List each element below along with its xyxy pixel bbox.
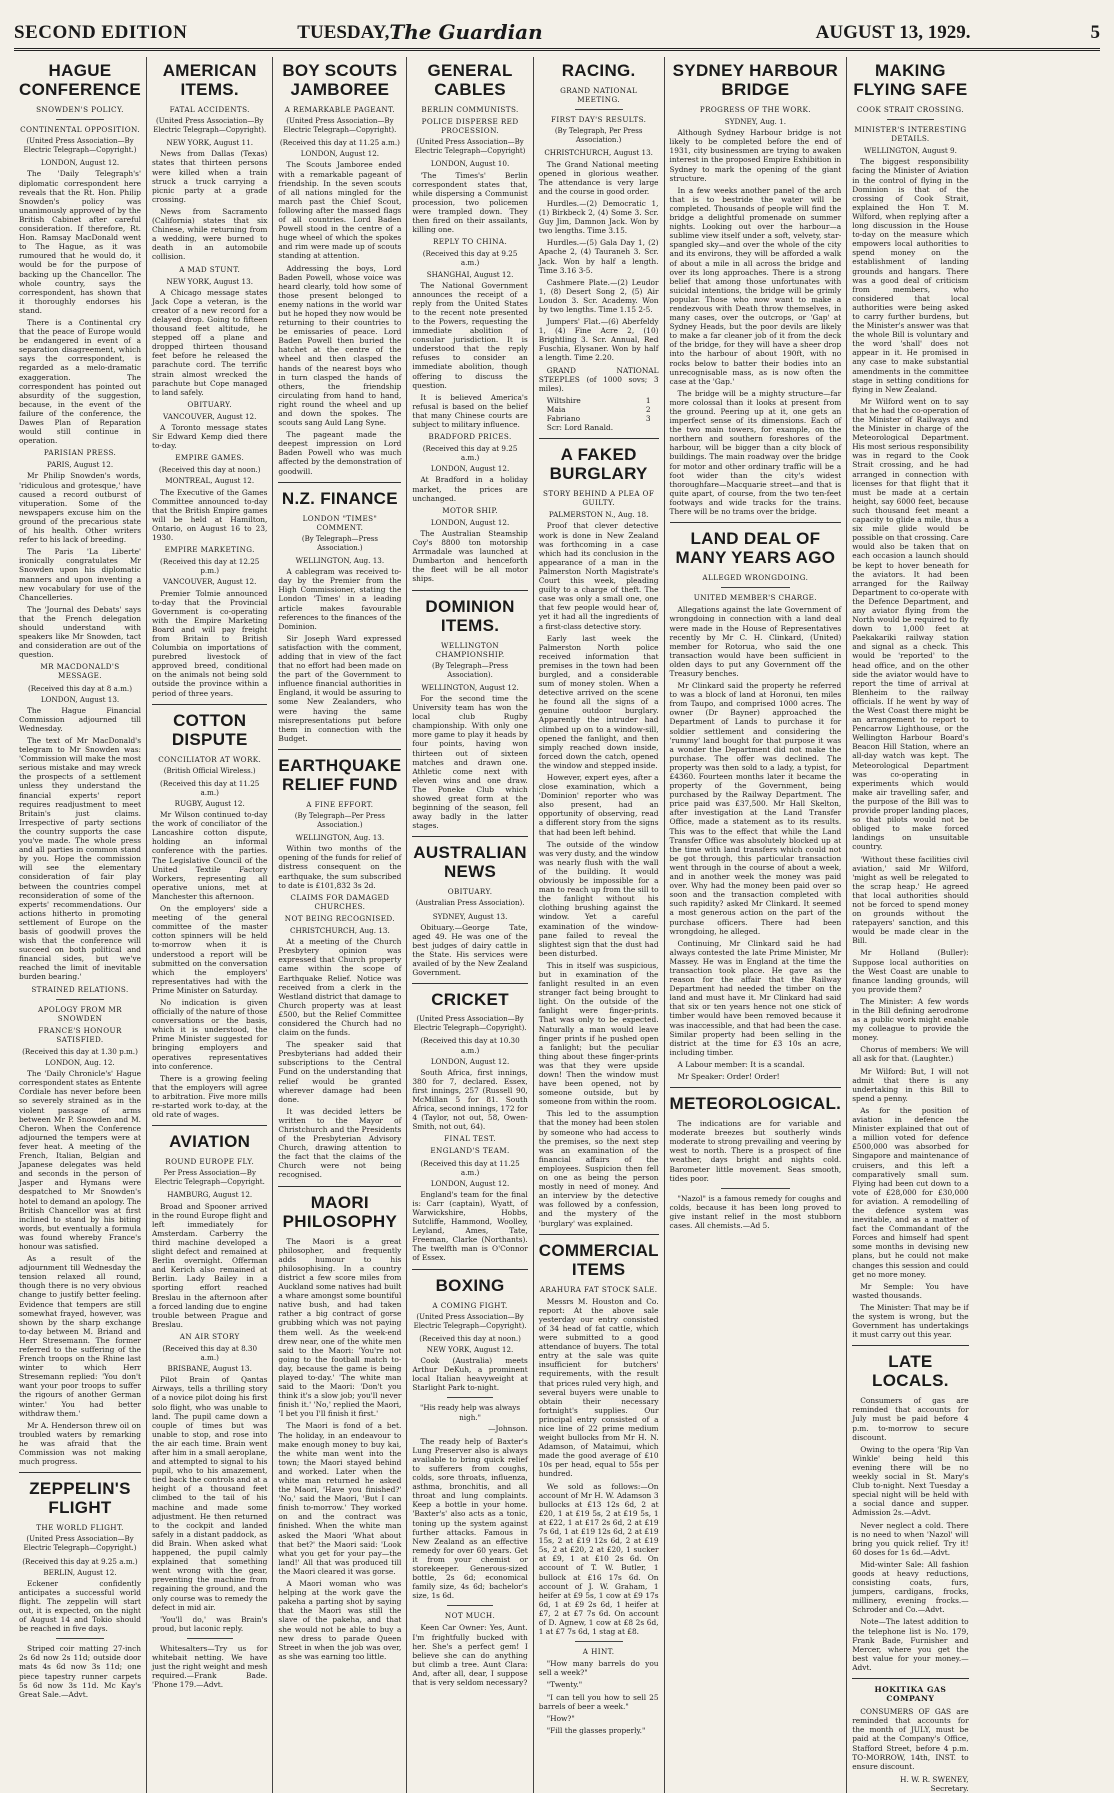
headline-commercial: COMMERCIAL ITEMS	[538, 1240, 659, 1279]
article-land-deal	[670, 529, 842, 1081]
article-harbour-bridge	[670, 61, 842, 516]
paragraph: Mr Holland (Buller): Suppose local authorities on the West Coast are unable to finance landing grounds, will you provide them?	[852, 948, 969, 994]
paragraph: Mr Wilson continued to-day the work of conciliator of the Lancashire cotton dispute, holding an informal conference with the parties. The Legislative Council of the United Textile Factory Workers, representing all operative unions, met at Manchester this afternoon.	[152, 810, 268, 901]
article-racing	[539, 61, 659, 432]
subhead: FATAL ACCIDENTS.	[169, 105, 250, 114]
paragraph: The Executive of the Games Committee announced to-day that the British Empire games will be held at Hamilton, Ontario, on August 16 to 23, 1930.	[152, 487, 268, 543]
dateline: SYDNEY, Aug. 1.	[724, 117, 786, 127]
article-meteorological	[670, 1094, 842, 1230]
paragraph: Mr Speaker: Order! Order!	[677, 1072, 780, 1081]
dateline: SHANGHAI, August 12.	[426, 269, 514, 279]
subhead: GRAND NATIONAL MEETING.	[560, 86, 638, 105]
subhead: EMPIRE GAMES.	[175, 453, 245, 463]
paragraph: "How many barrels do you sell a week?"	[538, 1659, 659, 1678]
subhead: OBITUARY.	[187, 399, 233, 409]
advert-quote: "His ready help was always nigh."	[420, 1403, 521, 1422]
article-flying-safe	[852, 61, 968, 1339]
paragraph: The Paris 'La Liberte' ironically congratulates Mr Snowden upon his diplomatic manners and upon inventing a new vocabulary for use of the Chancelleries.	[19, 547, 142, 602]
paragraph: There is a growing feeling that the employers will agree to arbitration. Five more mills re-started work to-day, at the old rate of wages.	[152, 1073, 268, 1120]
newspaper-title: The Guardian	[389, 20, 543, 44]
paragraph: Continuing, Mr Clinkard said he had always contested the late Prime Minister, Mr Massey. He was in England at the time the transaction took place. He gave as the reason for the affair that the Railway Department had needed the timber on the land and must have it. Mr Clinkard had said that six or ten years hence not one stick of timber would have been removed because it was inaccessible, and that had been the case. Similar property had been selling in the district at the time for £3 10s an acre, including timber.	[669, 938, 842, 1057]
paragraph: The Hague Financial Commission adjourned till Wednesday.	[19, 705, 142, 733]
paragraph: Chorus of members: We will all ask for that. (Laughter.)	[852, 1045, 969, 1064]
dateline: WELLINGTON, Aug. 13.	[295, 556, 385, 566]
paragraph: The indications are for variable and moderate breezes but southerly winds moderate to strong prevailing and veering by west to north. There is a prospect of fine weather, days bright and nights cold. Barometer little movement. Seas smooth, tides poor.	[669, 1119, 842, 1183]
dateline: LONDON, August 10.	[430, 159, 510, 169]
headline-zeppelin: ZEPPELIN'S FLIGHT	[29, 1479, 131, 1518]
paragraph: GRAND NATIONAL STEEPLES (of 1000 sovs; 3 miles).	[538, 365, 659, 393]
subhead: STORY BEHIND A PLEA OF GUILTY.	[543, 489, 655, 508]
paragraph: Owing to the opera 'Rip Van Winkle' being held this evening there will be no weekly social in St. Mary's Club to-night. Next Tuesday a special night will be held with a social dance and supper. Admission 2s.—Advt.	[852, 1444, 969, 1518]
dateline: LONDON, Aug. 12.	[45, 1058, 115, 1068]
paragraph: A cablegram was received to-day by the Premier from the High Commissioner, stating the London 'Times' in a leading article makes favourable references to the finances of the Dominion.	[278, 567, 402, 631]
paragraph: The pageant made the deepest impression on Lord Baden Powell who was much affected by the demonstration of goodwill.	[278, 430, 402, 476]
paragraph: At Bradford in a holiday market, the prices are unchanged.	[412, 475, 528, 503]
paragraph: Mr Philip Snowden's words, 'ridiculous and grotesque,' have caused a record outburst of vituperation. Some of the newspapers excuse him on the ground of the precarious state of his health. Other writers refer to his lack of breeding.	[19, 471, 142, 545]
subhead: FINAL TEST.	[444, 1134, 496, 1144]
paragraph: Early last week the Palmerston North police received information that premises in the town had been burgled, and a considerable sum of money stolen. When a detective arrived on the scene he found all the signs of a genuine outdoor burglary. Apparently the intruder had climbed up on to a window-sill, opened the fanlight, and then simply reached down inside, forced down the catch, opened the window and stepped inside.	[538, 633, 659, 770]
paragraph: This in itself was suspicious, but in examination of the fanlight resulted in an even stranger fact being brought to light. On the outside of the fanlight were finger-prints. That was only to be expected. Naturally a man would leave finger prints if he pushed open a fanlight; but the peculiar thing about these finger-prints was that they were upside down! Then the window must have been opened, not by someone outside, but by someone from within the room.	[538, 960, 659, 1107]
article-commercial	[539, 1241, 659, 1735]
notice-signature-title: Secretary.	[930, 1783, 969, 1793]
subhead: ROUND EUROPE FLY.	[165, 1157, 255, 1167]
dateline: SYDNEY, August 13.	[432, 911, 508, 921]
paragraph: However, expert eyes, after a close examination, which a 'Dominion' reporter who was also present, had an opportunity of observing, read a different story from the signs that had been left behind.	[538, 773, 659, 837]
credit: (United Press Association—By Electric Telegraph—Copyright).	[153, 117, 267, 135]
paragraph: Consumers of gas are reminded that accounts for July must be paid before 4 p.m. to-morrow to secure discount.	[852, 1396, 969, 1442]
paragraph: Note—The latest addition to the telephone list is No. 179, Frank Bade, Furnisher and Mercer, where you get the best value for your money.—Advt.	[852, 1617, 969, 1672]
paragraph: On the employers' side a meeting of the general committee of the master cotton spinners will be held to-morrow when it is understood a report will be submitted on the conversation which the employers' representatives had with the Prime Minister on Saturday.	[152, 904, 268, 995]
paragraph: 'You'll do,' was Brain's proud, but laconic reply.	[152, 1614, 268, 1633]
subhead: WELLINGTON CHAMPIONSHIP.	[435, 640, 505, 659]
advertisement: The ready help of Baxter's Lung Preserver also is always available to bring quick relief to sufferers from coughs, colds, sore throats, influenza, asthma, bronchitis, and all throat and lung complaints. Keep a bottle in your home. 'Baxter's' also acts as a tonic, toning up the system against further attacks. Famous in New Zealand as an effective remedy for over 60 years. Get it from your chemist or storekeeper. Generous-sized bottle, 2s 6d; economical family size, 4s 6d; bachelor's size, 1s 6d.	[412, 1436, 528, 1601]
paragraph: Scr: Lord Ranald.	[546, 423, 614, 433]
paragraph: "I can tell you how to sell 25 barrels of beer a week."	[538, 1692, 659, 1711]
dateline: LONDON, August 12.	[40, 158, 120, 168]
received-time: (Received this day at 11.25 a.m.)	[420, 1158, 520, 1177]
paragraph: The Grand National meeting opened in glorious weather. The attendance is very large and the course in good order.	[538, 159, 659, 196]
paragraph: Although Sydney Harbour bridge is not likely to be completed before the end of 1931, city businessmen are trying to awaken interest in the proposed Empire Exhibition in Sydney to mark the opening of the giant structure.	[669, 128, 842, 183]
paragraph: There is a Continental cry that the peace of Europe would be endangered in event of a separation disagreement, which says the correspondent, is regarded as a melo-dramatic exaggeration. The correspondent has pointed out absurdity of the suggestion, because, in the event of the failure of the conference, the Dawes Plan of Reparation would still continue in operation.	[19, 317, 142, 446]
headline-nz-finance: N.Z. FINANCE	[281, 488, 398, 508]
paragraph: Cook (Australia) meets Arthur DeKuh, a prominent local Italian heavyweight at Starlight Park to-night.	[412, 1356, 528, 1393]
paragraph: The Scouts Jamboree ended with a remarkable pageant of friendship. In the seven scouts of all nations mingled for the march past the Chief Scout, following after the massed flags of all countries. Lord Baden Powell stood in the centre of a huge wheel of which the spokes and rim were made up of scouts standing at attention.	[278, 160, 402, 261]
advert-quote-author: —Johnson.	[488, 1423, 528, 1433]
paragraph: England's team for the final is: Carr (captain), Wyatt, of Warwickshire, Hobbs, Sutcliffe, Hammond, Woolley, Leyland, Ames, Tate, Freeman, Clarke (Northants). The twelfth man is O'Connor of Essex.	[412, 1189, 528, 1263]
edition-label: SECOND EDITION	[14, 22, 188, 43]
dateline: LONDON, August 13.	[40, 694, 120, 704]
headline-scouts: BOY SCOUTS JAMBOREE	[282, 61, 398, 99]
headline-cricket: CRICKET	[431, 990, 509, 1010]
article-hague	[19, 61, 141, 1466]
masthead	[14, 18, 1100, 51]
paragraph: Premier Tolmie announced to-day that the Provincial Government is co-operating with the Empire Marketing Board and will pay freight from Britain to British Columbia on importations of purebred livestock of approved breed, conditional on the animals not being sold outside the province within a period of three years.	[152, 588, 268, 698]
headline-flying-safe: MAKING FLYING SAFE	[853, 61, 968, 99]
received-time: (Received this day at noon.)	[419, 1333, 521, 1343]
paragraph: Obituary.—George Tate, aged 49. He was one of the best judges of dairy cattle in the State. His services were availed of by the New Zealand Government.	[412, 922, 528, 978]
paragraph: News from Dallas (Texas) states that thirteen persons were killed when a train struck a truck carrying a picnic party at a grade crossing.	[152, 149, 268, 204]
paragraph: It was decided letters be written to the Mayor of Christchurch and the Presidents of the Presbyterian Advisory Church, drawing attention to the fact that the claims of the Church were not being recognised.	[278, 1106, 402, 1180]
result-row: Maia 2	[546, 404, 651, 414]
paragraph: Allegations against the late Government of wrongdoing in connection with a land deal were made in the House of Representatives recently by Mr C. H. Clinkard, (United) member for Rotorua, who said the one transaction would have been sufficient in olden days to put any Government off the Treasury benches.	[669, 605, 842, 678]
headline-cotton: COTTON DISPUTE	[171, 710, 248, 749]
notice-text: CONSUMERS OF GAS are reminded that accounts for the month of JULY, must be paid at the Company's Office, Stafford Street, before 4 p.m. TO-MORROW, 14th, INST. to ensure discount.	[852, 1707, 969, 1771]
dateline: LONDON, August 12.	[430, 1178, 510, 1188]
subhead: FIRST DAY'S RESULTS.	[550, 115, 647, 125]
paragraph: The Minister: That may be if the system is wrong, but the Government has undertakings it must carry out this year.	[852, 1302, 969, 1340]
paragraph: The Maori is a great philosopher, and frequently adds humour to his philosophising. In a country district a few score miles from Auckland some natives had built a whare amongst some bountiful native bush, and had taken rather a big contract of gorse grubbing which was not paying them well. As the week-end drew near, one of the white men said to the Maori: 'You're not going to the football match to-day, because the game is being played to-day.' 'The white man said to the Maori: 'Don't you think it's a slow job; you'll never finish it.' 'No,' replied the Maori, 'I bet you I'll finish it first.'	[278, 1236, 402, 1419]
subhead: FRANCE'S HONOUR SATISFIED.	[38, 1025, 122, 1044]
subhead: CLAIMS FOR DAMAGED CHURCHES.	[290, 892, 390, 911]
article-dominion	[412, 597, 527, 831]
dateline: WELLINGTON, August 12.	[421, 682, 519, 692]
subhead: MOTOR SHIP.	[442, 505, 498, 515]
notice-signature: H. W. R. SWENEY,	[900, 1774, 969, 1784]
dateline: VANCOUVER, August 12.	[163, 411, 257, 421]
subhead: SNOWDEN'S POLICY.	[36, 105, 124, 114]
headline-general-cables: GENERAL CABLES	[427, 61, 513, 99]
subhead: A MAD STUNT.	[179, 264, 241, 274]
article-maori	[278, 1193, 401, 1661]
paragraph: Mr A. Henderson threw oil on troubled waters by remarking he was afraid that the Commission was not making much progress.	[19, 1420, 142, 1467]
dateline: CHRISTCHURCH, August 13.	[544, 148, 653, 158]
paragraph: The bridge will be a mighty structure—far more colossal than it looks at present from the ground. Peering up at it, one gets an imperfect sense of its dimensions. Each of the two main towers, for example, on the northern and southern foreshores of the harbour, will be bigger than a city block of buildings. The main roadway over the bridge for motor and other ordinary traffic will be a foot wider than the city's widest thoroughfare—Macquarie street—and that is quite apart, of course, from the two ten-feet footways and wide tracks for the trains. There will be no trams over the bridge.	[669, 388, 842, 517]
dateline: CHRISTCHURCH, Aug. 13.	[290, 926, 390, 936]
subhead: A FINE EFFORT.	[306, 799, 374, 809]
paragraph: News from Sacramento (California) states that six Chinese, while returning from a wedding, were burned to death in an automobile collision.	[152, 206, 268, 262]
headline-earthquake: EARTHQUAKE RELIEF FUND	[278, 755, 402, 794]
credit: (British Official Wireless.)	[163, 766, 256, 775]
paragraph: Proof that clever detective work is done in New Zealand was forthcoming in a case which had its conclusion in the appearance of a man in the Palmerston North Magistrate's Court this week, pleading guilty to a charge of theft. The case was only a small one, one that few people would hear of, yet it had all the ingredients of a first-class detective story.	[538, 521, 659, 631]
subhead: BERLIN COMMUNISTS.	[421, 105, 519, 114]
dateline: PALMERSTON N., Aug. 18.	[548, 510, 649, 520]
received-time: (Received this day at 9.25 a.m.)	[422, 249, 518, 268]
article-scouts	[278, 61, 401, 476]
paragraph: Broad and Spooner arrived in the round Europe flight and left immediately for Amsterdam. Carberry the third machine developed a slight defect and remained at Berlin overnight. Offerman and Kerich also remained at Berlin. Lady Bailey in a sporting effort reached Breslau in the afternoon after a forced landing due to engine trouble between Prague and Breslau.	[152, 1201, 268, 1329]
paragraph: "Twenty."	[546, 1680, 583, 1690]
paragraph: Never neglect a cold. There is no need to when 'Nazol' will bring you quick relief. Try it! 60 doses for 1s 6d.—Advt.	[852, 1520, 969, 1557]
paragraph: Cashmere Plate.—(2) Leudor 1, (8) Desert Song 2, (5) Air Loudon 3. Scr. Academy. Won by two lengths. Time 1.15 2-5.	[538, 277, 659, 314]
columns	[14, 57, 1100, 1793]
result-row: Fabriano 3	[546, 414, 651, 423]
subhead: CONCILIATOR AT WORK.	[158, 754, 262, 764]
headline-late-locals: LATE LOCALS.	[872, 1352, 949, 1391]
column-6	[665, 57, 848, 1793]
paragraph: The text of Mr MacDonald's telegram to Mr Snowden was: 'Commission will make the most serious mistake and may wreck the prospects of a settlement unless they understand the financial experts' report requires readjustment to meet Britain's just claims. Irrespective of party sections the country supports the case you've made. The whole press and all parties in common stand by you. Hope the commission will see the elementary consideration of fair play between the countries compel reconsideration of some of the experts' recommendations. Our actions hitherto in promoting settlement of Europe on the basis of goodwill proves the wish that the conference will succeed on both political and financial sides, but we've reached the limit of inevitable burden bearing.'	[19, 736, 142, 982]
paragraph: The Australian Steamship Coy's 8800 ton motorship Arrmadale was launched at Dumbarton and henceforth the fleet will be all motor ships.	[412, 528, 528, 584]
received-time: (Received this day at 9.25 a.m.)	[22, 1556, 138, 1566]
column-3	[273, 57, 407, 1793]
paragraph: Mr Clinkard said the property he referred to was a block of land at Horonui, ten miles from Taupo, and comprised 1000 acres. The owner (Dr Bayner) approached the Department of Lands to purchase it for soldier settlement and considering the 'rummy' land bought for that purpose it was a wonder the Department did not make the purchase. The offer was declined. The property was then sold to a lady, a typist, for £4360. Fourteen months later it became the property of the Government, being purchased by the Railway Department. The price paid was £37,500. Mr Hall Skelton, after investigation at the Land Transfer Office, made a statement as to its results. This was to the effect that while the Land Transfer Office was absolutely blocked up at the time with land transfers which could not be got through, this particular transaction went through in the course of about a week, and in another week the money was paid over. Why had the money been paid over so soon and the transaction completed with such rapidity? asked Mr Clinkard. It seemed a most generous action on the part of the purchase officers. There had been wrongdoing, he alleged.	[669, 681, 842, 936]
subhead: NOT BEING RECOGNISED.	[284, 913, 395, 923]
headline-american: AMERICAN ITEMS.	[162, 61, 257, 99]
subhead: POLICE DISPERSE RED PROCESSION.	[421, 117, 519, 136]
article-cricket	[412, 990, 527, 1262]
dateline: LONDON, August 12.	[430, 464, 510, 474]
subhead: THE WORLD FLIGHT.	[36, 1523, 124, 1533]
paragraph: The 'Journal des Debats' says that the French delegation should understand with speakers like Mr Snowden, tact and consideration are out of the question.	[19, 604, 142, 660]
paragraph: As for the position of aviation in defence the Minister explained that out of a million voted for defence £500,000 was absorbed for Singapore and maintenance of cruisers, and this left a comparatively small sum. Flying had been cut down to a vote of £28,000 for £30,000 for aviation. A remodelling of the defence system was inevitable, and as a matter of fact the Commandant of the Forces and himself had spent some months in devising new plans, but he could not make changes this session and could get no more money.	[852, 1105, 969, 1279]
subhead: BRADFORD PRICES.	[428, 432, 512, 442]
received-time: (Received this day at 11.25 a.m.)	[279, 138, 400, 148]
subhead: STRAINED RELATIONS.	[31, 984, 129, 994]
paragraph: The Minister: A few words in the Bill defining aerodrome as a public work might enable my colleague to provide the money.	[852, 996, 969, 1043]
dateline: WELLINGTON, August 9.	[863, 146, 957, 156]
paragraph: For the second time the University team has won the local club Rugby championship. With only one more game to play it heads by four points, having won thirteen out of sixteen matches and drawn one. Athletic come next with eleven wins and one draw. The Poneke Club which showed great form at the beginning of the season, fell away badly in the latter stages.	[412, 693, 528, 831]
paragraph: Addressing the boys, Lord Baden Powell, whose voice was heard clearly, told how some of those present belonged to enemy nations in the world war but he hoped they now would be returning to their countries to be emissaries of peace. Lord Baden Powell then buried the hatchet at the centre of the wheel and then clasped the hands of the nearest boys who in turn clasped the hands of others, the friendship circulating from hand to hand, right round the wheel and up and down the spokes. The scouts sang Auld Lang Syne.	[278, 263, 402, 428]
headline-burglary: A FAKED BURGLARY	[549, 445, 648, 484]
advertisement: Striped coir matting 27-inch 2s 6d now 2s 11d; outside door mats 4s 6d now 3s 11d; one piece tapestry runner carpets 5s 6d now 3s 11d. Mc Kay's Great Sale.—Advt.	[19, 1644, 142, 1699]
dateline: RUGBY, August 12.	[174, 799, 245, 808]
paragraph: Sir Joseph Ward expressed satisfaction with the comment, adding that in view of the fact that no effort had been made on the part of the Government to influence financial authorities in England, it would be assuring to some New Zealanders, who were having the same misrepresentations put before them in connection with the Budget.	[278, 633, 402, 743]
paragraph: Keen Car Owner: Yes, Aunt. I'm frightfully bucked with her. She's a perfect gem! I believe she can do anything but climb a tree. Aunt Clara: And, after all, dear, I suppose that is very seldom necessary?	[412, 1623, 528, 1688]
dateline: PARIS, August 12.	[46, 460, 114, 470]
article-boxing	[412, 1276, 527, 1688]
received-time: (Received this day at 11.25 a.m.)	[160, 778, 260, 797]
headline-boxing: BOXING	[435, 1275, 505, 1295]
paragraph: As a result of the adjournment till Wednesday the tension relaxed all round, though there is no very obvious change to justify better feeling. Evidence that tempers are still somewhat frayed, however, was shown by the sharp exchange to-day between M. Briand and Herr Stresemann. The former referred to the suffering of the French troops on the Rhine last winter to which Herr Stresemann replied: 'You don't want your poor troops to suffer the rigours of another German winter.' You had better withdraw them.'	[19, 1254, 142, 1418]
subhead: COOK STRAIT CROSSING.	[856, 105, 964, 114]
received-time: (Received this day at 1.30 p.m.)	[22, 1047, 138, 1056]
received-time: (Received this day at 8 a.m.)	[27, 683, 133, 693]
dateline: LONDON, August 12.	[430, 1056, 510, 1066]
headline-land-deal: LAND DEAL OF MANY YEARS AGO	[675, 529, 836, 568]
credit: Per Press Association—By Electric Telegraph—Copyright.	[154, 1169, 265, 1187]
paragraph: Eckener confidently anticipates a successful world flight. The zeppelin will start out, it is expected, on the night of August 14 and Tokio should be reached in five days.	[19, 1578, 142, 1634]
headline-australian: AUSTRALIAN NEWS	[413, 843, 527, 882]
received-time: (Received this day at 10.30 a.m.)	[420, 1036, 520, 1055]
received-time: (Received this day at 12.25 p.m.)	[160, 557, 260, 576]
article-american	[152, 61, 267, 698]
paragraph: Jumpers' Flat.—(6) Aberfeldy 1, (4) Fine Acre 2, (10) Brightling 3. Scr. Annual, Red Fuschia, Elysaner. Won by half a length. Time 2.20.	[538, 317, 659, 363]
article-general-cables	[412, 61, 527, 584]
column-2	[147, 57, 273, 1793]
subhead: UNITED MEMBER'S CHARGE.	[693, 593, 817, 603]
received-time: (Received this day at 8.30 a.m.)	[162, 1343, 258, 1363]
subhead: EMPIRE MARKETING.	[164, 545, 255, 555]
subhead: ENGLAND'S TEAM.	[430, 1146, 510, 1156]
subhead: A REMARKABLE PAGEANT.	[284, 105, 395, 114]
credit: (Australian Press Association).	[415, 899, 525, 908]
paragraph: 'Without these facilities civil aviation,' said Mr Wilford, 'might as well be relegated to the scrap heap.' He agreed that local authorities should not be forced to spend money on grounds without the ratepayers' sanction, and this would be made clear in the Bill.	[852, 854, 969, 946]
paragraph: It is believed America's refusal is based on the belief that many Chinese courts are subject to military influence.	[412, 392, 528, 429]
subhead: MR MACDONALD'S MESSAGE.	[40, 662, 120, 681]
dateline: NEW YORK, August 12.	[426, 1344, 514, 1354]
subhead: REPLY TO CHINA.	[432, 237, 508, 247]
credit: (United Press Association—By Electric Telegraph—Copyright.)	[23, 1535, 137, 1553]
column-5	[534, 57, 665, 1793]
paragraph: Mid-winter Sale: All fashion goods at heavy reductions, consisting coats, furs, jumpers, cardigans, frocks, millinery, evening frocks.—Schroder and Co.—Advt.	[852, 1559, 969, 1615]
dateline: HAMBURG, August 12.	[167, 1190, 253, 1200]
article-australian	[412, 843, 527, 977]
paragraph: The 'Daily Telegraph's' diplomatic correspondent here reveals that the Rt. Hon. Philip Snowden's policy was unanimously approved of by the British Cabinet after careful consideration. If therefore, Rt. Hon. Ramsay MacDonald went to The Hague, as it was rumoured that he would do, it would be for the purpose of backing up the Chancellor. The whole country, says the correspondent, has shown that it thoroughly endorses his stand.	[19, 169, 142, 315]
paragraph: Mr Wilford went on to say that he had the co-operation of the Minister of Railways and the Minister in charge of the Meteorological Department. His most serious responsibility was in regard to the Cook Strait crossing, and he had arranged in connection with licenses for that flight that it must be made at a certain height, say 6000 feet, because such thousand feet meant a capacity to glide a mile, thus a six mile glide would be possible on that crossing. Care would also be taken that on each occasion a launch should be kept to hover beneath for the aviators. It had been arranged for the Railway Department to co-operate with the Defence Department, and any aviator flying from the North would be required to fly down to 1,000 feet at Paekakariki railway station and signal as a check. This would be 'reported' to the head office, and on the other side the aviator would have to report the time of arrival at Blenheim to the railway officials. If he went by way of the West Coast there might be an arrangement to report to Pencarrow Lighthouse, or the Wellington Harbour Board's Beacon Hill Station, where an all-day watch was kept. The Meteorological Department was co-operating in experiments which would make air travelling safer, and the purpose of the Bill was to provide proper landing places, so that pilots would not be obliged to make forced landings on unsuitable country.	[852, 396, 969, 852]
notice-heading: HOKITIKA GAS COMPANY	[874, 1685, 947, 1704]
paragraph: Messrs M. Houston and Co. report: At the above sale yesterday our entry consisted of 34 head of fat cattle, which were submitted to a good attendance of buyers. The total entry at the sale was quite insufficient for butchers' requirements, with the result that prices ruled very high, and several buyers were unable to obtain their necessary fortnight's supplies. Our principal entry consisted of a nice line of 22 prime medium weight bullocks from Mr H. N. Adamson, of Mataimui, which made the good average of £10 10s per head, equal to 55s per hundred.	[538, 1296, 659, 1479]
paragraph: "How?"	[546, 1713, 575, 1723]
dateline: WELLINGTON, Aug. 13.	[295, 833, 385, 843]
headline-hague: HAGUE CONFERENCE	[19, 61, 142, 99]
paragraph: At a meeting of the Church Presbytery opinion was expressed that Church property came within the scope of Earthquake Relief. Notice was received from a clerk in the Westland district that damage to Church property was at least £500, but the Relief Committee considered the Church had no claim on the funds.	[278, 937, 402, 1038]
subhead: ARAHURA FAT STOCK SALE.	[539, 1284, 658, 1294]
credit: (United Press Association—By Electric Telegraph—Copyright.)	[23, 137, 137, 155]
paragraph: A Maori woman who was helping at the work gave the pakeha a parting shot by saying that the Maori was still the slave of the pakeha, and that she would not be able to buy a new dress to parade Queen Street in when the job was over, as she was earning too little.	[278, 1579, 402, 1661]
paragraph: In a few weeks another panel of the arch that is to bestride the water will be completed. Thousands of people will find the bridge a delightful promenade on summer nights. Looking out over the harbour—a sublime view itself under a soft, velvety, star-spangled sky—and over the whole of the city and its environs, they will be afforded a walk of about a mile in all across the bridge and over its long approaches. There is a strong belief that among those unfortunates with suicidal intentions, the bridge will be grimly popular. Those who now want to make a rendezvous with Death throw themselves, in many cases, over the outcrops, or 'Gap' at Sydney Heads, but the poor devils are likely to make a far cleaner job of it from the deck of the bridge, for they will have a sheer drop into the harbour of about 190ft, with no rocks below to batter their bodies into an unrecognisable mass, as is now often the case at the 'Gap.'	[669, 185, 842, 386]
dateline: LONDON, August 12.	[430, 517, 510, 527]
subhead: MINISTER'S INTERESTING DETAILS.	[854, 125, 967, 144]
credit: (By Telegraph—Per Press Association.)	[294, 812, 385, 830]
paragraph: 'The Times's' Berlin correspondent states that, while dispersing a Communist procession, two policemen were trampled down. They then fired on their assailants, killing one.	[412, 170, 528, 235]
subhead: CONTINENTAL OPPOSITION.	[20, 125, 140, 135]
headline-racing: RACING.	[561, 61, 636, 80]
credit: (By Telegraph—Press Association.)	[301, 534, 378, 552]
article-burglary	[539, 445, 659, 1227]
paragraph: A Labour member: It is a scandal.	[677, 1059, 805, 1069]
received-time: (Received this day at noon.)	[158, 465, 261, 475]
headline-maori: MAORI PHILOSOPHY	[282, 1192, 398, 1231]
paragraph: The National Government announces the receipt of a reply from the United States to the recent note presented to the Powers, requesting the immediate abolition of consular jurisdiction. It is understood that the reply refuses to consider an immediate abolition, though offering to discuss the question.	[412, 280, 528, 390]
subhead: NOT MUCH.	[444, 1611, 496, 1621]
paragraph: South Africa, first innings, 380 for 7, declared. Essex, first innings, 257 (Russell 90, McMillan 5 for 81. South Africa, second innings, 172 for 4 (Taylor, not out, 58, Owen-Smith, not out, 64).	[412, 1067, 528, 1132]
paragraph: Hurdles.—(5) Gala Day 1, (2) Apache 2, (4) Tauraneh 3. Scr. Jack. Won by half a length. Time 3.16 3-5.	[538, 238, 659, 275]
headline-meteorological: METEOROLOGICAL.	[669, 1094, 842, 1114]
credit: (By Telegraph, Per Press Association.)	[554, 127, 643, 145]
article-nz-finance	[278, 489, 401, 743]
dateline: BERLIN, August 12.	[43, 1567, 117, 1577]
dateline: MONTREAL, August 12.	[165, 476, 255, 486]
article-aviation	[152, 1132, 267, 1689]
headline-aviation: AVIATION	[169, 1132, 251, 1152]
paragraph: Pilot Brain of Qantas Airways, tells a thrilling story of a novice pilot doing his first solo flight, who was unable to land. The pupil came down a couple of times but was unable to stop, and rose into the air each time. Brain went after him in a small aeroplane, and attempted to signal to his pupil, who to his amazement, tied back the controls and at a height of a thousand feet climbed to the tail of his machine and made some adjustment. He then returned to the cockpit and landed safely in a distant paddock, as did Brain. When asked what happened, the pupil calmly explained that something went wrong with the gear, preventing the machine from regaining the ground, and the only course was to remedy the defect in mid air.	[152, 1375, 268, 1612]
advertisement: "Nazol" is a famous remedy for coughs and colds, because it has been long proved to give instant relief in the most stubborn cases. All chemists.—Ad 5.	[669, 1193, 842, 1231]
day-label: TUESDAY,	[297, 22, 390, 43]
subhead: ALLEGED WRONGDOING.	[702, 573, 809, 583]
subhead: PROGRESS OF THE WORK.	[699, 105, 811, 114]
dateline: NEW YORK, August 13.	[166, 276, 253, 286]
dateline: LONDON, August 12.	[300, 149, 380, 159]
headline-harbour-bridge: SYDNEY HARBOUR BRIDGE	[672, 61, 839, 99]
paragraph: The Maori is fond of a bet. The holiday, in an endeavour to make enough money to buy kai, the white man went into the town; the Maori stayed behind and worked. Later when the white man returned he asked the Maori, 'Have you finished?' 'No,' said the Maori, 'But I can finish to-morrow.' They worked on and the contract was finished. When the white man asked the Maori 'What about that bet?' the Maori said: 'Look what you get for your pay—the land!' All that was produced till the Maori cleared it was gorse.	[278, 1421, 402, 1576]
paragraph: Hurdles.—(2) Democratic 1, (1) Birkbeck 2, (4) Some 3. Scr. Guy Jim, Damnon Jack. Won by two lengths. Time 3.15.	[538, 198, 659, 236]
dateline: NEW YORK, August 11.	[166, 138, 253, 148]
credit: (United Press Association—By Electric Telegraph—Copyright).	[283, 117, 397, 135]
article-cotton	[152, 711, 267, 1120]
credit: (United Press Association—By Electric Telegraph—Copyright).	[413, 1015, 527, 1033]
advertisement: Whitesalters—Try us for whitebait netting. We have just the right weight and mesh required.—Frank Bade. 'Phone 179.—Advt.	[152, 1643, 268, 1690]
received-time: (Received this day at 9.25 a.m.)	[422, 444, 518, 463]
paragraph: Mr Semple: You have wasted thousands.	[852, 1281, 969, 1300]
article-late-locals	[852, 1352, 968, 1793]
article-zeppelin	[19, 1479, 141, 1699]
paragraph: The biggest responsibility facing the Minister of Aviation in the control of flying in the Dominion is that of the crossing of Cook Strait, explained the Hon T. M. Wilford, when replying after a long discussion in the House to-day on the measure which empowers local authorities to spend money on the establishment of landing grounds and hangars. There was a good deal of criticism from members, who considered that local authorities were being asked to carry further burdens, but the Minister's answer was that the whole Bill is voluntary and the word 'shall' does not appear in it. He promised in any case to make substantial amendments in the committee stage in setting conditions for flying in New Zealand.	[852, 157, 969, 394]
paragraph: The speaker said that Presbyterians had added their subscriptions to the Central Fund on the understanding that relief would be granted wherever damage had been done.	[278, 1040, 402, 1104]
subhead: LONDON "TIMES" COMMENT.	[302, 513, 378, 532]
credit: (United Press Association—By Electric Telegraph—Copyright).	[413, 1312, 527, 1330]
subhead: A COMING FIGHT.	[432, 1300, 508, 1310]
article-earthquake	[278, 756, 401, 1180]
paragraph: We sold as follows:—On account of Mr H. W. Adamson 3 bullocks at £13 12s 6d, 2 at £20, 1 at £19 5s, 2 at £19 5s, 1 at £22, 1 at £17 2s 6d, 2 at £19 7s 6d, 1 at £19 12s 6d, 2 at £19 15s, 2 at £19 12s 6d, 2 at £19 5s, 2 at £20, 2 at £20, 1 sucker at £9, 1 at £10 2s 6d. On account of T. W. Butler, 1 bullock at £16 17s 6d. On account of J. W. Graham, 1 heifer at £9 5s, 1 cow at £9 17s 6d, 1 at £9 2s 6d, 1 heifer at £7, 2 at £7 7s 6d. On account of D. Agnew, 1 cow at £8 2s 6d, 1 at £7 7s 6d, 1 stag at £8.	[538, 1481, 659, 1637]
subhead: A HINT.	[582, 1647, 615, 1657]
paragraph: Mr Wilford: But, I will not admit that there is any undertaking in this Bill to spend a penny.	[852, 1066, 969, 1103]
column-4	[407, 57, 533, 1793]
subhead: PARISIAN PRESS.	[43, 448, 117, 458]
dateline: VANCOUVER, August 12.	[163, 577, 257, 587]
paragraph: Within two months of the opening of the funds for relief of distress consequent on the earthquake, the sum subscribed to date is £101,832 3s 2d.	[278, 844, 402, 890]
result-row: Wiltshire 1	[546, 395, 651, 405]
credit: (By Telegraph—Press Association).	[432, 661, 509, 679]
paragraph: The 'Daily Chronicle's' Hague correspondent states as Entente Cordiale has never before been so severely strained as in the violent passage of arms between Mr P. Snowden and M. Cheron. When the Conference adjourned the tempers were at fever heat. A meeting of the French, Italian, Belgian and Japanese delegates was held and seconds in the person of Jasper and Hymans were despatched to Mr Snowden's hotel to demand an apology. The British Chancellor was at first inclined to stand by his biting words, but eventually a formula was found whereby France's honour was satisfied.	[19, 1069, 142, 1251]
column-1	[14, 57, 147, 1793]
issue-date: AUGUST 13, 1929.	[815, 22, 971, 43]
dateline: BRISBANE, August 13.	[167, 1364, 252, 1374]
credit: (United Press Association—By Electric Telegraph—Copyright)	[414, 138, 526, 156]
headline-dominion: DOMINION ITEMS.	[425, 596, 515, 635]
paragraph: The outside of the window was very dusty, and the window was nearly flush with the wall of the building. It would obviously be impossible for a man to reach up from the sill to the fanlight without his clothing brushing against the window. Yet a careful examination of the window-pane failed to reveal the slightest sign that the dust had been disturbed.	[538, 839, 659, 958]
paragraph: A Chicago message states Jack Cope a veteran, is the creator of a new record for a delayed drop. Going to fifteen thousand feet altitude, he stepped off a plane and dropped thirteen thousand feet before he released the parachute cord. The terrific strain almost wrecked the parachute but Cope managed to land safely.	[152, 287, 268, 397]
subhead: OBITUARY.	[447, 887, 493, 897]
subhead: AN AIR STORY	[179, 1331, 240, 1341]
paragraph: A Toronto message states Sir Edward Kemp died there to-day.	[152, 423, 268, 451]
page-number: 5	[1090, 22, 1100, 43]
subhead: APOLOGY FROM MR SNOWDEN	[38, 1004, 122, 1023]
paragraph: This led to the assumption that the money had been stolen by someone who had access to the premises, so the next step was an examination of the financial affairs of the employees. Suspicion then fell on one as being the person mostly in need of money. And an interview by the detective was followed by a confession, and the mystery of the 'burglary' was explained.	[538, 1109, 659, 1228]
paragraph: No indication is given officially of the nature of those conversations or the basis, which it is understood, the Prime Minister suggested for bringing employers and operatives representatives into conference.	[152, 997, 268, 1071]
column-7	[847, 57, 973, 1793]
paragraph: "Fill the glasses properly."	[546, 1725, 646, 1735]
